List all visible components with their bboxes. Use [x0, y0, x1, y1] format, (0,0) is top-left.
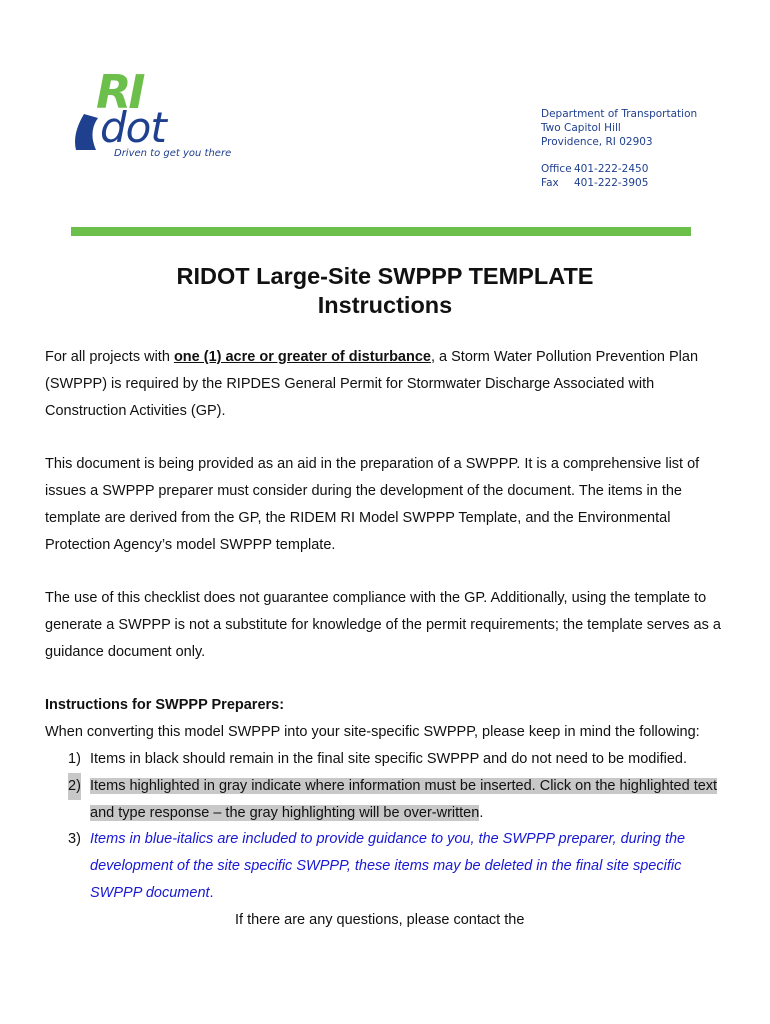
logo-ri-text: RI [96, 65, 143, 119]
list-item [45, 773, 735, 827]
paragraph-disclaimer: The use of this checklist does not guarantee compliance with the GP. Additionally, using the template to generate a SWPPP is not a substitute for knowledge of the permit requirements; the template serves as a guidance document only. [45, 590, 721, 660]
instructions-list [45, 746, 735, 907]
office-phone: 401-222-2450 [574, 163, 649, 175]
address-line: Providence, RI 02903 [541, 136, 653, 148]
logo-tagline: Driven to get you there [114, 148, 232, 158]
list-item-suffix: . [479, 804, 484, 821]
list-number: 1) [68, 750, 81, 767]
document-body [45, 344, 735, 934]
address-line: Two Capitol Hill [541, 122, 621, 134]
list-item-text: Items in black should remain in the final site specific SWPPP and do not need to be modified. [90, 750, 687, 767]
instructions-intro: When converting this model SWPPP into your site-specific SWPPP, please keep in mind the following: [45, 724, 700, 741]
document-title [0, 262, 770, 320]
logo-swoosh-icon [75, 114, 98, 150]
office-label: Office [541, 163, 572, 175]
list-number: 2) [68, 773, 81, 800]
contact-line: If there are any questions, please contact the [235, 911, 525, 928]
guidance-text: Items in blue-italics are included to provide guidance to you, the SWPPP preparer, during the development of the site specific SWPPP, these items may be deleted in the final site specific SWPPP document [90, 831, 686, 901]
logo-dot-text: dot [100, 103, 166, 152]
instructions-heading: Instructions for SWPPP Preparers: [45, 697, 285, 714]
list-item [45, 746, 735, 773]
letterhead-address [541, 107, 741, 190]
ridot-logo [66, 62, 238, 158]
address-line: Department of Transportation [541, 108, 698, 120]
list-item-suffix: . [209, 884, 214, 901]
title-line-2: Instructions [317, 292, 453, 318]
list-number: 3) [68, 831, 81, 848]
paragraph-purpose: This document is being provided as an aid in the preparation of a SWPPP. It is a comprehensive list of issues a SWPPP preparer must consider during the development of the document. The items in the template are derived from the GP, the RIDEM RI Model SWPPP Template, and the Environmental Protection Agency’s model SWPPP template. [45, 456, 700, 553]
highlighted-text[interactable]: Items highlighted in gray indicate where information must be inserted. Click on the highlighted text and type response – the gray highlighting will be over-written [90, 777, 718, 821]
office-phone-row [541, 162, 741, 176]
title-line-1: RIDOT Large-Site SWPPP TEMPLATE [176, 263, 594, 289]
p1-emphasis: one (1) acre or greater of disturbance [173, 349, 431, 365]
paragraph-requirement [45, 344, 735, 424]
fax-row [541, 176, 741, 190]
fax-label: Fax [541, 177, 559, 189]
header-divider [71, 227, 691, 236]
p1-text: For all projects with [45, 349, 174, 365]
list-item [45, 826, 735, 906]
fax-phone: 401-222-3905 [574, 177, 649, 189]
p1-text-end: , a Storm Water Pollution Prevention Plan (SWPPP) is required by the RIPDES General Permit for Stormwater Discharge Associated with Construction Activities (GP). [45, 349, 699, 419]
